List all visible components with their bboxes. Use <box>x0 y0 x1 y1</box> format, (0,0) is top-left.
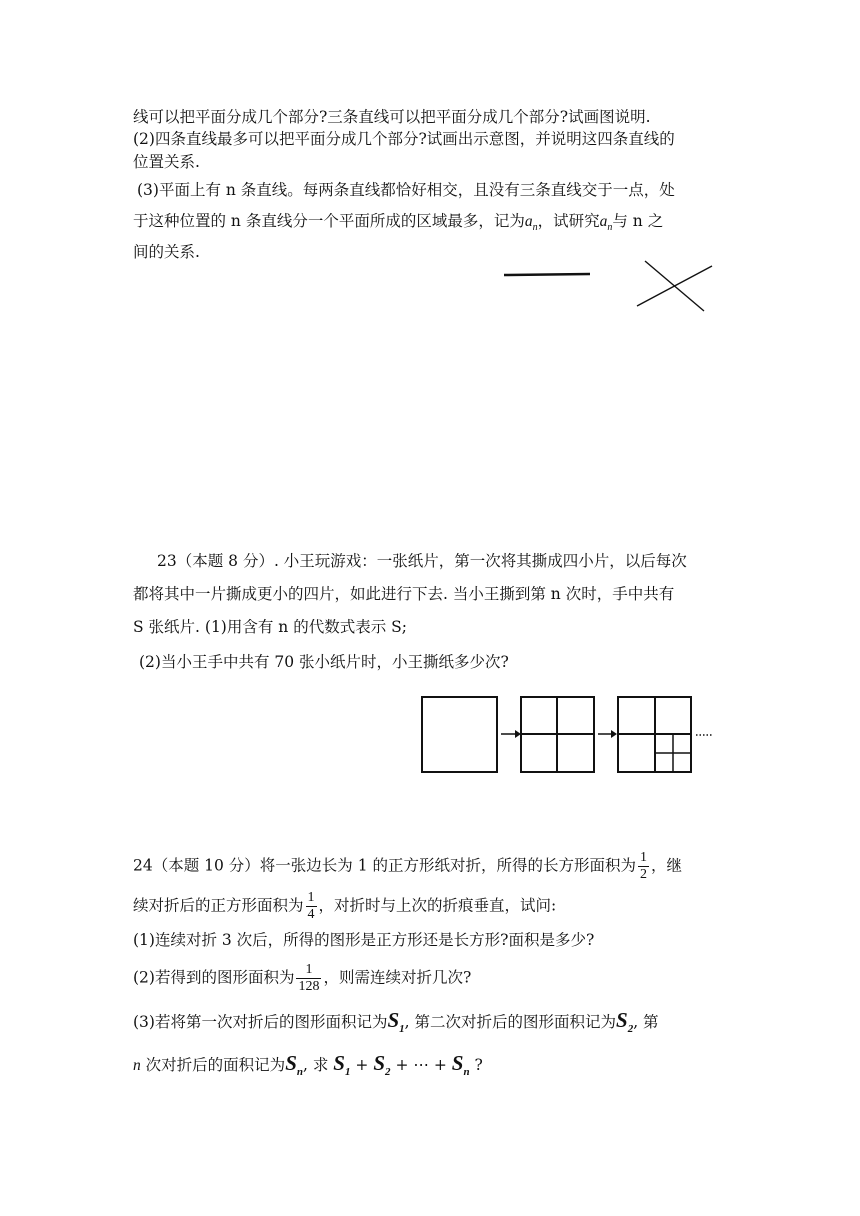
q24-text-line-6c: ? <box>474 1056 483 1074</box>
a-n-symbol-1: $a_n$ <box>524 213 538 234</box>
fraction-one-128th: $\frac{1}{128}$ <box>298 962 320 994</box>
q23-text-line-3: S 张纸片. (1)用含有 n 的代数式表示 S; <box>133 618 407 636</box>
q24-text-line-2a: 续对折后的正方形面积为 <box>133 896 304 915</box>
q24-text-line-5c: , 第 <box>633 1013 659 1031</box>
plus-sign-1: + <box>355 1056 369 1074</box>
s1-symbol: $S_1$ <box>387 1008 405 1036</box>
a-n-symbol-2: $a_n$ <box>599 213 613 234</box>
q22-text-line-6: 间的关系. <box>133 243 200 261</box>
q22-text-line-5 <box>133 211 663 238</box>
q24-text-line-6 <box>133 1053 483 1082</box>
fraction-one-half: $\frac{1}{2}$ <box>640 850 648 882</box>
sum-s1: $S_1$ <box>333 1051 351 1079</box>
q22-text-line-1: 线可以把平面分成几个部分?三条直线可以把平面分成几个部分?试画图说明. <box>133 108 651 126</box>
q24-text-line-5 <box>133 1010 659 1039</box>
q24-text-line-1a: 24（本题 10 分）将一张边长为 1 的正方形纸对折，所得的长方形面积为 <box>133 856 637 875</box>
sum-s2: $S_2$ <box>373 1051 391 1079</box>
paper-tearing-figure <box>415 690 725 780</box>
s2-symbol: $S_2$ <box>616 1008 634 1036</box>
q24-text-line-4a: (2)若得到的图形面积为 <box>133 968 295 987</box>
q24-text-line-2 <box>133 890 556 923</box>
plus-sign-2: + <box>395 1056 409 1074</box>
cdots: ⋯ <box>413 1056 429 1074</box>
q24-text-line-6a: 次对折后的面积记为 <box>140 1056 286 1074</box>
crossing-lines-figure <box>630 255 720 320</box>
q22-text-line-2: (2)四条直线最多可以把平面分成几个部分?试画出示意图，并说明这四条直线的 <box>133 130 675 148</box>
sn-symbol: $S_n$ <box>285 1051 303 1079</box>
q23-text-line-4: (2)当小王手中共有 70 张小纸片时，小王撕纸多少次? <box>139 653 509 671</box>
q24-text-line-5b: , 第二次对折后的图形面积记为 <box>404 1013 617 1031</box>
sum-sn: $S_n$ <box>451 1051 470 1079</box>
q22-text-line-3: 位置关系. <box>133 153 200 171</box>
q24-text-line-6b: , 求 <box>303 1056 329 1074</box>
q24-text-line-4 <box>133 962 471 995</box>
q24-text-line-4b: ，则需连续对折几次? <box>323 968 472 987</box>
q24-text-line-1b: ，继 <box>651 856 683 875</box>
plus-sign-3: + <box>433 1056 447 1074</box>
q24-text-line-2b: ，对折时与上次的折痕垂直，试问: <box>318 896 557 915</box>
q22-text-line-5a: 于这种位置的 n 条直线分一个平面所成的区域最多，记为 <box>133 212 525 230</box>
q24-text-line-3: (1)连续对折 3 次后，所得的图形是正方形还是长方形?面积是多少? <box>133 931 595 949</box>
n-variable: n <box>133 1057 141 1074</box>
q24-text-line-1 <box>133 850 682 883</box>
q23-text-line-2: 都将其中一片撕成更小的四片，如此进行下去. 当小王撕到第 n 次时，手中共有 <box>133 585 675 603</box>
q22-text-line-4: (3)平面上有 n 条直线。每两条直线都恰好相交，且没有三条直线交于一点，处 <box>137 181 675 199</box>
single-line-figure <box>500 265 600 285</box>
q22-text-line-5c: 与 n 之 <box>612 212 664 230</box>
q23-text-line-1: 23（本题 8 分）. 小王玩游戏：一张纸片，第一次将其撕成四小片，以后每次 <box>157 552 687 570</box>
fraction-one-quarter: $\frac{1}{4}$ <box>307 890 315 922</box>
q22-text-line-5b: ，试研究 <box>537 212 600 230</box>
q24-text-line-5a: (3)若将第一次对折后的图形面积记为 <box>133 1013 388 1031</box>
